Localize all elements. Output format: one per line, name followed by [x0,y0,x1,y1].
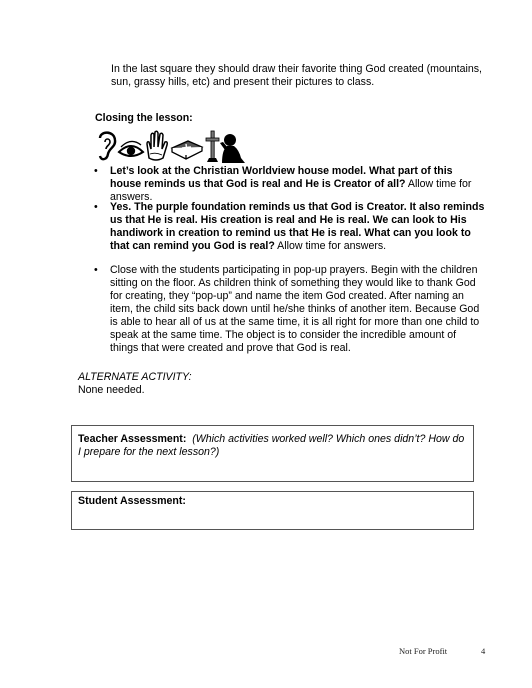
bullet-dot: • [94,165,98,177]
footer-note: Not For Profit [399,646,448,656]
bullet-bold-text: Let’s look at the Christian Worldview house model. What part of this house reminds us that God is real and He is Creator of all? [110,165,453,190]
bullet-text [110,264,486,355]
alternate-activity-title: ALTERNATE ACTIVITY: [78,371,192,383]
bullet-normal-text: Close with the students participating in pop-up prayers. Begin with the children sitting on the floor. As children think of something they would like to thank God for creating, they “pop-up” and name the item God created. After naming an item, the child sits back down until he/she thinks of another item. Because God is able to hear all of us at the same time, it is all right for more than one child to speak at the same time. The object is to consider the incredible amount of things that were created and prove that God is real. [110,264,480,354]
bullet-bold-text: Yes. The purple foundation reminds us that God is Creator. It also reminds us that He is real. His creation is real and He is real. We can look to His handiwork in creation to remind us that He is real. What can you look to that can remind you God is real? [110,201,485,252]
intro-paragraph: In the last square they should draw their favorite thing God created (mountains, sun, grassy hills, etc) and present their pictures to class. [111,63,482,88]
teacher-assessment-text [78,433,466,459]
bullet-dot: • [94,201,98,213]
teacher-assessment-box [71,425,474,482]
bullet-normal-text: Allow time for answers. [274,240,387,252]
bullet-normal-text: Allow time for answers. [110,178,472,203]
teacher-assessment-label: Teacher Assessment: [78,433,187,445]
bullet-text [110,201,486,253]
praying-child-icon [220,134,245,163]
cross-icon [206,131,219,162]
bullet-text [110,165,486,204]
alternate-activity [78,371,192,397]
bible-icon [172,141,202,159]
page-number: 4 [481,646,486,656]
teacher-assessment-prompt: (Which activities worked well? Which ones didn’t? How do I prepare for the next lesson?) [78,433,465,458]
bullet-dot: • [94,264,98,276]
ear-icon [100,133,115,160]
student-assessment-label: Student Assessment: [78,495,186,507]
alternate-activity-body: None needed. [78,384,145,396]
closing-heading: Closing the lesson: [95,112,193,124]
hand-icon [147,131,167,160]
student-assessment-box [71,491,474,530]
eye-icon [119,141,143,156]
closing-icons [94,128,246,166]
